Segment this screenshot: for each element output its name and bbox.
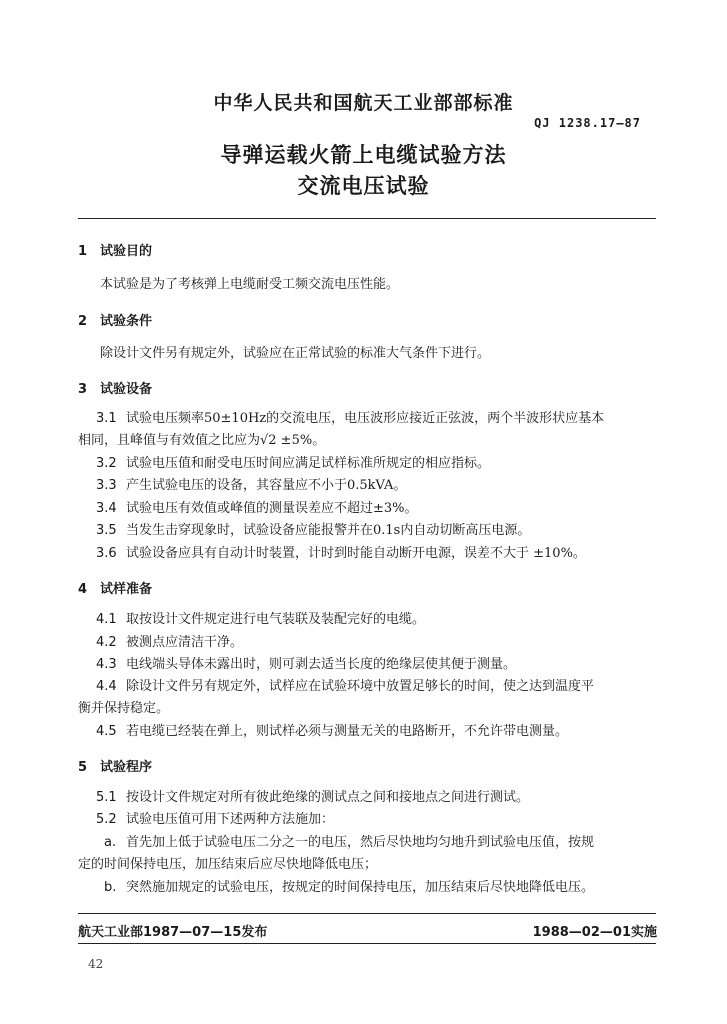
list-item: b. 突然施加规定的试验电压，按规定的时间保持电压，加压结束后尽快地降低电压。 — [104, 880, 595, 895]
list-item: 4.1 取按设计文件规定进行电气装联及装配完好的电缆。 — [96, 612, 426, 627]
list-item: 4.4 除设计文件另有规定外，试样应在试验环境中放置足够长的时间，使之达到温度平 — [96, 679, 595, 694]
list-item: 4.2 被测点应清洁干净。 — [96, 635, 244, 650]
list-item: 4.3 电线端头导体未露出时，则可剥去适当长度的绝缘层使其便于测量。 — [96, 657, 517, 672]
footer-bottom-divider — [78, 943, 656, 944]
list-item: 3.4 试验电压有效值或峰值的测量误差应不超过±3%。 — [96, 501, 418, 516]
standard-org: 中华人民共和国航天工业部部标准 — [213, 92, 514, 114]
list-item-continuation: 相同，且峰值与有效值之比应为√2 ±5%。 — [78, 433, 326, 448]
list-item-continuation: 定的时间保持电压，加压结束后应尽快地降低电压； — [78, 857, 378, 872]
list-item: 3.1 试验电压频率50±10Hz的交流电压，电压波形应接近正弦波，两个半波形状应基本 — [96, 411, 605, 426]
effective-date: 1988—02—01实施 — [532, 925, 657, 940]
section-heading: 5 试验程序 — [78, 760, 153, 775]
list-item: 3.5 当发生击穿现象时，试验设备应能报警并在0.1s内自动切断高压电源。 — [96, 523, 531, 538]
list-item: 4.5 若电缆已经装在弹上，则试样必须与测量无关的电路断开，不允许带电测量。 — [96, 724, 569, 739]
list-item: 5.1 按设计文件规定对所有彼此绝缘的测试点之间和接地点之间进行测试。 — [96, 790, 530, 805]
footer-divider — [78, 913, 656, 914]
list-item: 5.2 试验电压值可用下述两种方法施加： — [96, 812, 335, 827]
page-number: 42 — [88, 957, 104, 971]
document-title: 导弹运载火箭上电缆试验方法 — [220, 143, 507, 167]
document-subtitle: 交流电压试验 — [297, 174, 430, 198]
list-item: 3.3 产生试验电压的设备，其容量应不小于0.5kVA。 — [96, 478, 407, 493]
section-paragraph: 除设计文件另有规定外，试验应在正常试验的标准大气条件下进行。 — [100, 346, 491, 361]
list-item: 3.2 试验电压值和耐受电压时间应满足试样标准所规定的相应指标。 — [96, 456, 491, 471]
issue-date: 航天工业部1987—07—15发布 — [78, 925, 268, 940]
section-heading: 2 试验条件 — [78, 314, 153, 329]
standard-code: QJ 1238.17—87 — [534, 116, 641, 130]
list-item: a. 首先加上低于试验电压二分之一的电压，然后尽快地均匀地升到试验电压值，按规 — [104, 835, 595, 850]
section-heading: 4 试样准备 — [78, 582, 153, 597]
list-item: 3.6 试验设备应具有自动计时装置，计时到时能自动断开电源，误差不大于 ±10%。 — [96, 546, 586, 561]
header-divider — [78, 218, 656, 219]
section-heading: 3 试验设备 — [78, 382, 153, 397]
section-paragraph: 本试验是为了考核弹上电缆耐受工频交流电压性能。 — [100, 277, 400, 292]
list-item-continuation: 衡并保持稳定。 — [78, 701, 170, 716]
section-heading: 1 试验目的 — [78, 244, 153, 259]
